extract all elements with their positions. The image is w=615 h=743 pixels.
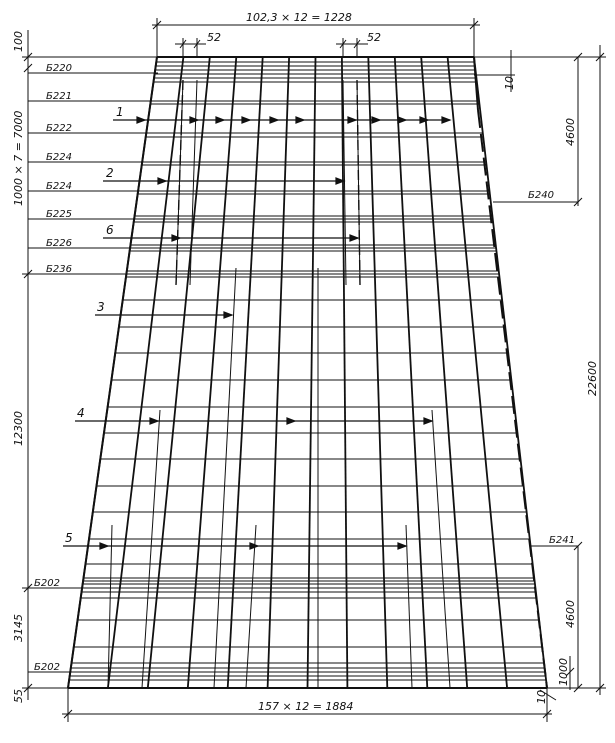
vertical-bar <box>268 57 290 688</box>
mark-b225: Б225 <box>46 209 72 220</box>
mark-b202-2: Б202 <box>34 662 60 673</box>
position-marker-6: 6 <box>106 223 114 237</box>
vertical-bar <box>308 57 316 688</box>
mark-b236: Б236 <box>46 264 72 275</box>
vertical-bar <box>68 57 157 688</box>
dim-right-top-small-label: 10 <box>503 76 516 90</box>
vertical-bar <box>228 57 263 688</box>
dim-left-lower-label: 3145 <box>12 614 25 642</box>
dim-top-spacing-left-label: 52 <box>207 31 221 44</box>
trapezoid-outline <box>68 57 547 688</box>
intermediate-bar <box>214 268 236 688</box>
vertical-bar <box>395 57 428 688</box>
position-marker-2: 2 <box>106 166 114 180</box>
dim-top-width-label: 102,3 × 12 = 1228 <box>246 11 352 24</box>
dim-right-total-label: 22600 <box>586 361 599 396</box>
vertical-bar <box>108 57 183 688</box>
vertical-bar <box>448 57 508 688</box>
dim-left-middle-label: 12300 <box>12 411 25 446</box>
vertical-bar <box>474 57 547 688</box>
dim-bottom-width-label: 157 × 12 = 1884 <box>258 700 354 713</box>
vertical-bar <box>148 57 210 688</box>
mark-b224-2: Б224 <box>46 181 72 192</box>
position-marker-4: 4 <box>77 406 85 420</box>
mark-b222: Б222 <box>46 123 72 134</box>
intermediate-bar <box>406 525 412 688</box>
mark-b221: Б221 <box>46 91 72 102</box>
mark-b240: Б240 <box>528 190 554 201</box>
dim-left-upper-label: 1000 × 7 = 7000 <box>12 110 25 206</box>
mark-b226: Б226 <box>46 238 72 249</box>
intermediate-bar <box>432 410 450 688</box>
dim-left-top-label: 100 <box>12 31 25 52</box>
vertical-bar <box>368 57 387 688</box>
dim-right-upper-label: 4600 <box>564 118 577 146</box>
dim-left-bottom-label: 55 <box>12 689 25 703</box>
dim-top-spacing-right-label: 52 <box>367 31 381 44</box>
arrowhead <box>224 312 232 318</box>
position-marker-3: 3 <box>97 300 105 314</box>
mark-b224-1: Б224 <box>46 152 72 163</box>
intermediate-bar <box>246 525 256 688</box>
vertical-bar <box>342 57 348 688</box>
mark-b220: Б220 <box>46 63 72 74</box>
dim-right-bottom-small-label: 1000 <box>557 658 570 686</box>
position-marker-5: 5 <box>65 531 73 545</box>
mark-b241: Б241 <box>549 535 575 546</box>
position-marker-1: 1 <box>116 105 124 119</box>
vertical-bar <box>188 57 237 688</box>
dim-bottom-right-small-label: 10 <box>535 690 548 704</box>
mark-leaders-right <box>493 202 578 546</box>
intermediate-bar <box>190 80 197 285</box>
reinforcement-grid <box>68 57 547 688</box>
mark-b202-1: Б202 <box>34 578 60 589</box>
dim-right-lower-label: 4600 <box>564 600 577 628</box>
